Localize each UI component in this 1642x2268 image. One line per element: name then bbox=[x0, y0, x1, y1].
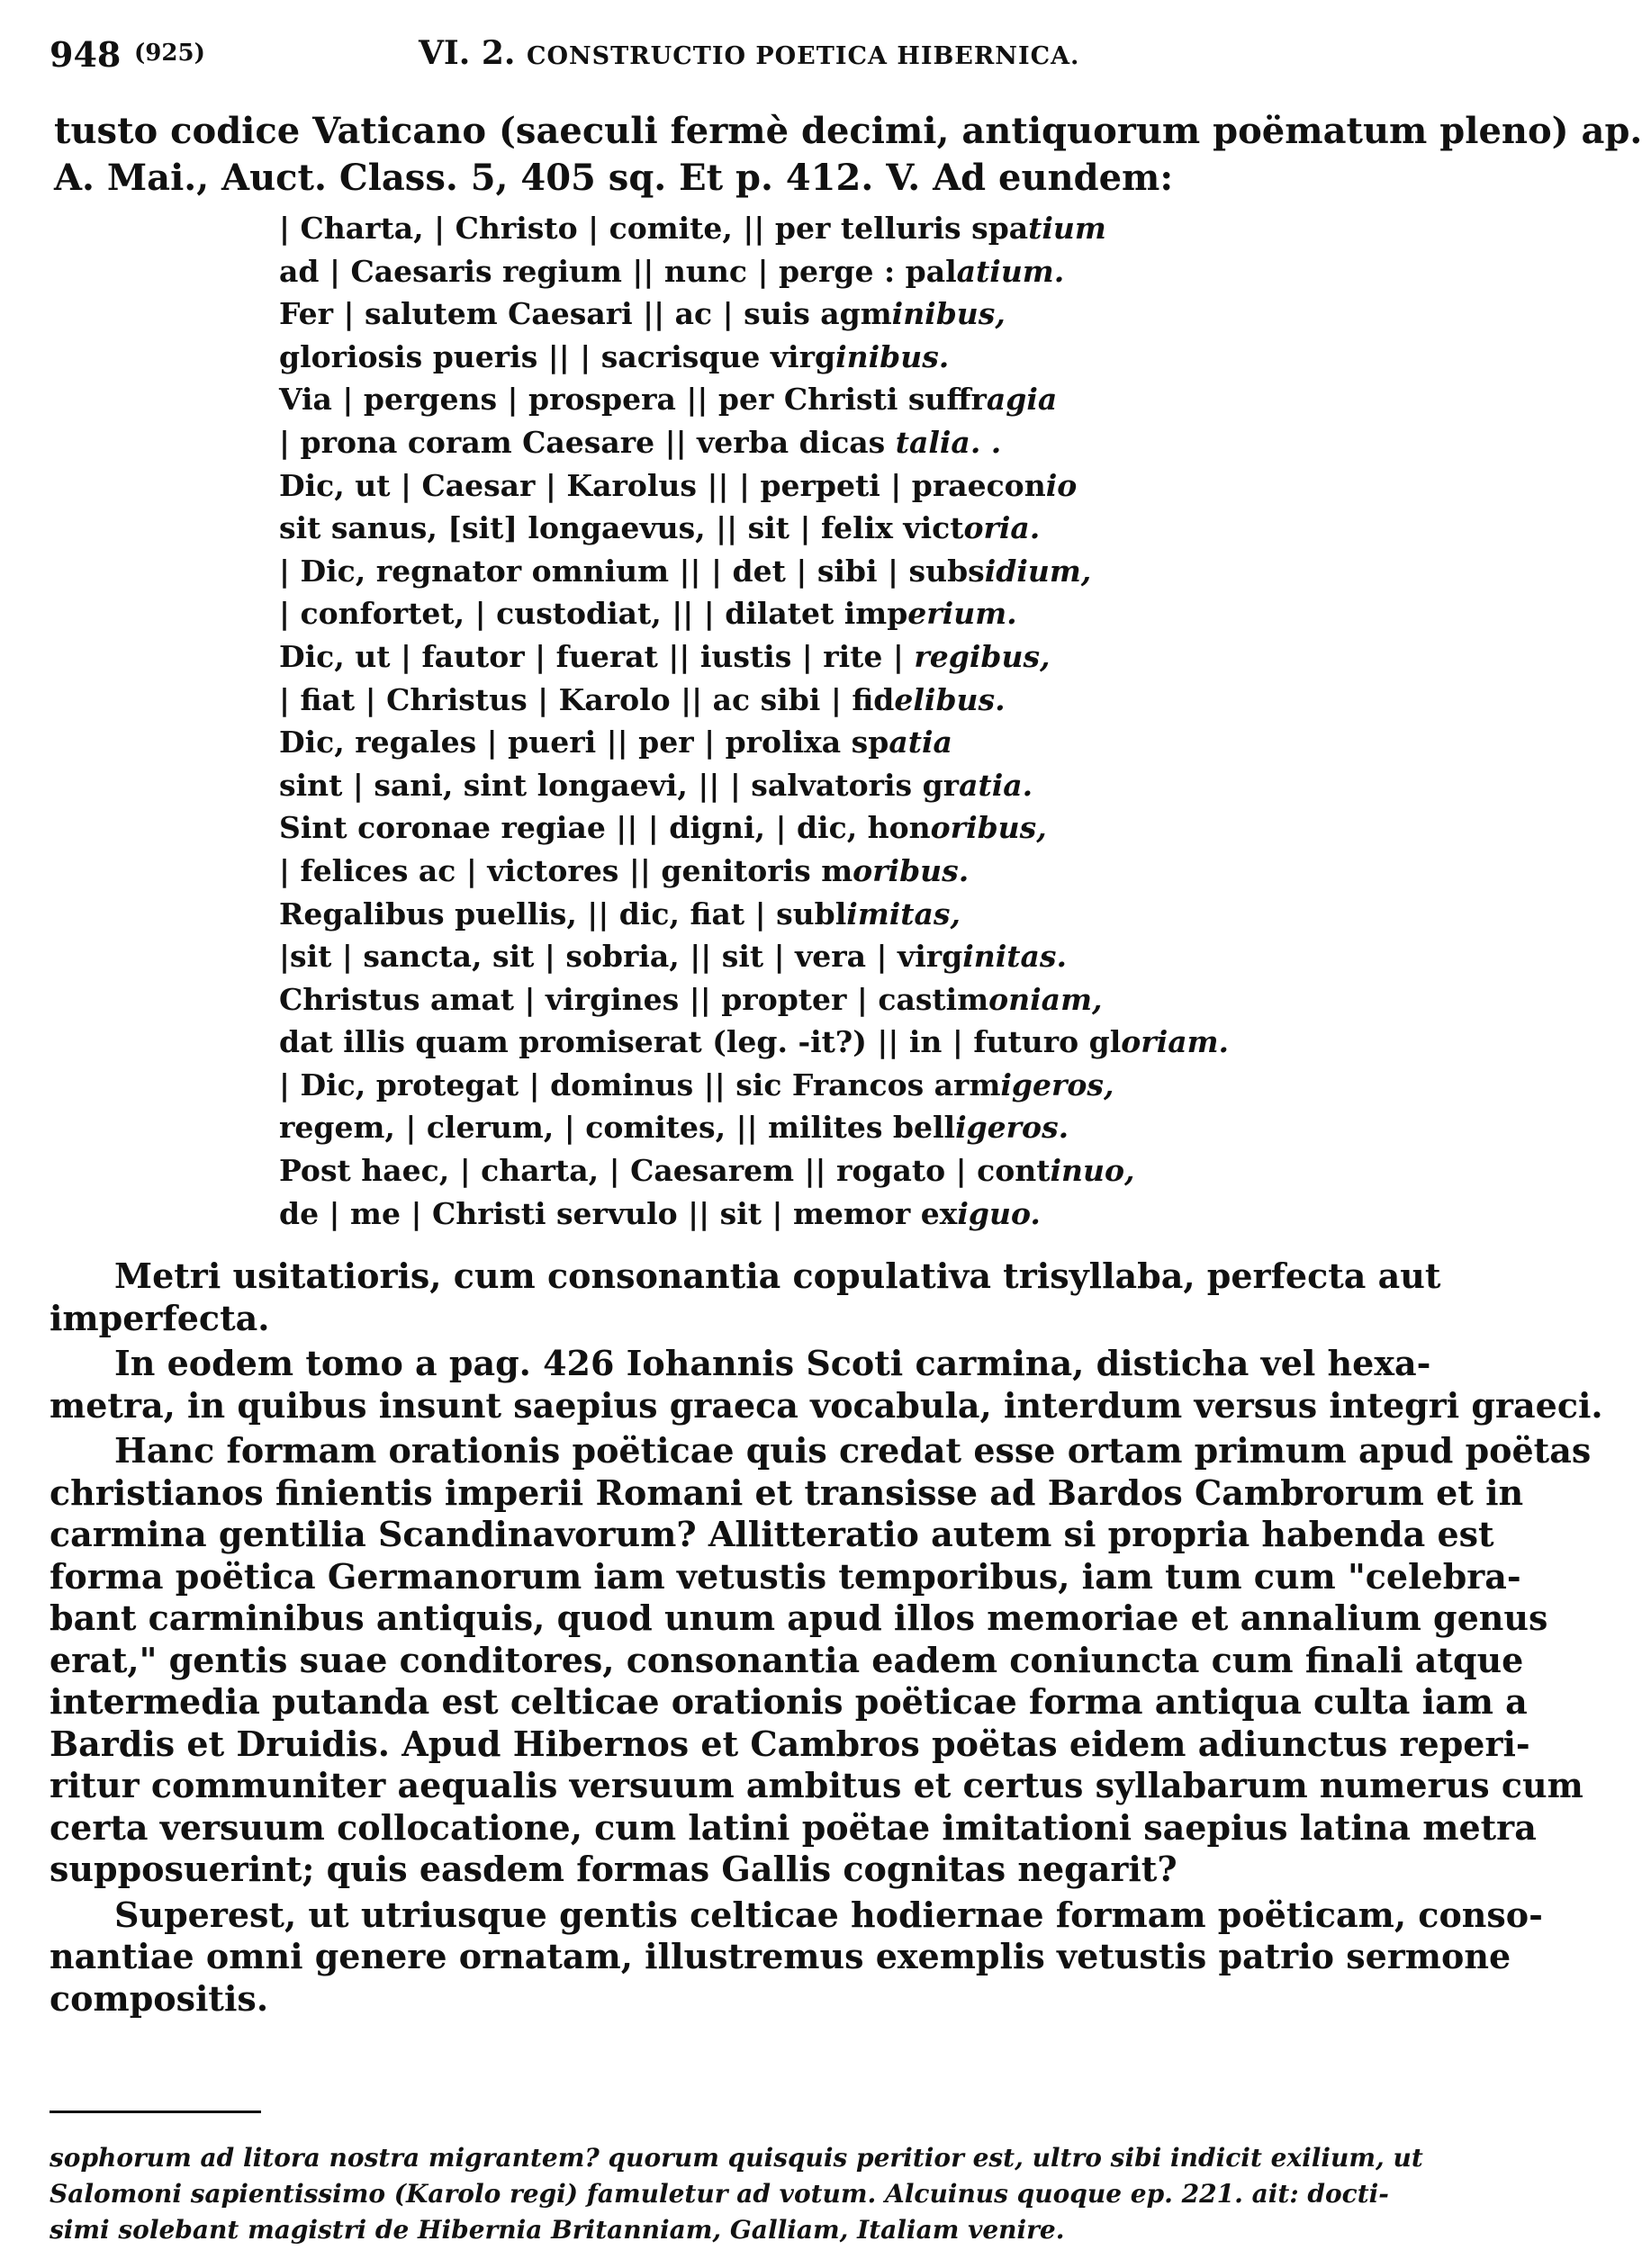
intro-text bbox=[54, 108, 1642, 202]
poem-line-text: Dic, ut | Caesar | Karolus || | perpeti | praecon bbox=[279, 467, 1046, 503]
paragraph-line: In eodem tomo a pag. 426 Iohannis Scoti carmina, disticha vel hexa- bbox=[114, 1343, 1431, 1383]
poem-line bbox=[279, 806, 1287, 850]
poem-line-rhyme: initas. bbox=[962, 939, 1067, 975]
poem-line-rhyme: agia bbox=[986, 382, 1058, 418]
poem-line-rhyme: elibus. bbox=[894, 681, 1006, 717]
paragraph-line: Superest, ut utriusque gentis celticae hodiernae formam poëticam, conso- bbox=[114, 1894, 1543, 1935]
poem-line-text: Fer | salutem Caesari || ac | suis agm bbox=[279, 296, 892, 332]
paragraph-line: intermedia putanda est celticae orationis poëticae forma antiqua culta iam a bbox=[50, 1681, 1528, 1722]
poem-line bbox=[279, 1149, 1287, 1192]
page-number-alt: (925) bbox=[134, 40, 205, 67]
poem-line-rhyme: imitas, bbox=[846, 896, 961, 932]
poem-line bbox=[279, 207, 1287, 250]
poem-line bbox=[279, 550, 1287, 593]
footnote-line: sophorum ad litora nostra migrantem? quorum quisquis peritior est, ultro sibi indicit exilium, ut bbox=[50, 2143, 1423, 2173]
poem-line bbox=[279, 1021, 1287, 1064]
poem-line-rhyme: oniam, bbox=[988, 981, 1103, 1017]
poem-line bbox=[279, 421, 1287, 464]
poem-line bbox=[279, 464, 1287, 508]
paragraph-line: supposuerint; quis easdem formas Gallis cognitas negarit? bbox=[50, 1849, 1177, 1889]
poem-line-rhyme: talia. . bbox=[895, 424, 1002, 460]
paragraph-line: ritur communiter aequalis versuum ambitus et certus syllabarum numerus cum bbox=[50, 1765, 1583, 1805]
poem-line-text: ad | Caesaris regium || nunc | perge : pal bbox=[279, 253, 957, 289]
poem-line bbox=[279, 1064, 1287, 1107]
poem-line bbox=[279, 850, 1287, 893]
intro-line: A. Mai., Auct. Class. 5, 405 sq. Et p. 412. V. Ad eundem: bbox=[54, 157, 1174, 199]
poem-line-rhyme: oribus. bbox=[853, 852, 970, 888]
paragraph-line: Metri usitatioris, cum consonantia copulativa trisyllaba, perfecta aut bbox=[114, 1256, 1441, 1296]
poem-line bbox=[279, 635, 1287, 679]
poem-line-text: Christus amat | virgines || propter | castim bbox=[279, 981, 989, 1017]
poem-line bbox=[279, 721, 1287, 764]
poem-line-text: regem, | clerum, | comites, || milites bell bbox=[279, 1110, 956, 1146]
intro-line: tusto codice Vaticano (saeculi fermè decimi, antiquorum poëmatum pleno) ap. bbox=[54, 110, 1642, 152]
poem-line-rhyme: oriam. bbox=[1121, 1024, 1230, 1060]
poem-line-rhyme: oria. bbox=[963, 510, 1041, 546]
poem-line-rhyme: inibus. bbox=[835, 338, 950, 374]
poem-line-rhyme: idium, bbox=[984, 553, 1092, 589]
footnote bbox=[50, 2140, 1423, 2248]
footnote-rule bbox=[50, 2110, 261, 2113]
poem-line-text: Regalibus puellis, || dic, fiat | subl bbox=[279, 896, 847, 932]
poem-line-rhyme: io bbox=[1045, 467, 1078, 503]
poem-line-text: Via | pergens | prospera || per Christi suffr bbox=[279, 382, 987, 418]
paragraph-line: compositis. bbox=[50, 1977, 269, 2019]
poem-line-rhyme: oribus, bbox=[930, 810, 1047, 846]
poem-line bbox=[279, 679, 1287, 722]
poem-line bbox=[279, 893, 1287, 936]
poem-line-text: gloriosis pueris || | sacrisque virg bbox=[279, 338, 836, 374]
poem-line bbox=[279, 978, 1287, 1022]
poem-line-rhyme: igeros, bbox=[1000, 1066, 1114, 1102]
poem-line-text: | felices ac | victores || genitoris m bbox=[279, 852, 853, 888]
poem-block bbox=[279, 207, 1287, 1235]
poem-line-rhyme: tium bbox=[1028, 211, 1106, 246]
paragraph-line: imperfecta. bbox=[50, 1297, 270, 1338]
poem-line-text: Post haec, | charta, | Caesarem || rogato | cont bbox=[279, 1153, 1051, 1189]
poem-line bbox=[279, 378, 1287, 421]
paragraph-line: certa versuum collocatione, cum latini poëtae imitationi saepius latina metra bbox=[50, 1806, 1537, 1848]
running-header bbox=[50, 27, 1364, 77]
paragraph-line: Bardis et Druidis. Apud Hibernos et Cambros poëtas eidem adiunctus reperi- bbox=[50, 1723, 1530, 1764]
poem-line-text: | prona coram Caesare || verba dicas bbox=[279, 424, 896, 460]
poem-line-rhyme: erium. bbox=[907, 596, 1017, 632]
poem-line-text: Sint coronae regiae || | digni, | dic, hon bbox=[279, 810, 931, 846]
paragraph bbox=[50, 1343, 1603, 1426]
paragraph-line: carmina gentilia Scandinavorum? Allitteratio autem si propria habenda est bbox=[50, 1514, 1494, 1554]
poem-line-text: sint | sani, sint longaevi, || | salvatoris gr bbox=[279, 767, 960, 803]
poem-line-text: Dic, ut | fautor | fuerat || iustis | rite | bbox=[279, 638, 915, 674]
poem-line-rhyme: inuo, bbox=[1050, 1153, 1135, 1189]
paragraph-line: christianos finientis imperii Romani et transisse ad Bardos Cambrorum et in bbox=[50, 1472, 1524, 1513]
poem-line-text: | Dic, protegat | dominus || sic Francos arm bbox=[279, 1066, 1001, 1102]
poem-line-text: sit sanus, [sit] longaevus, || sit | felix vict bbox=[279, 510, 964, 546]
paragraph-line: nantiae omni genere ornatam, illustremus exemplis vetustis patrio sermone bbox=[50, 1936, 1511, 1976]
poem-line-rhyme: regibus, bbox=[914, 638, 1051, 674]
paragraph-line: bant carminibus antiquis, quod unum apud illos memoriae et annalium genus bbox=[50, 1598, 1548, 1638]
poem-line bbox=[279, 764, 1287, 807]
running-title-group bbox=[419, 34, 1079, 72]
poem-line bbox=[279, 250, 1287, 293]
page-number: 948 bbox=[50, 34, 122, 75]
poem-line bbox=[279, 336, 1287, 379]
poem-line-rhyme: atia. bbox=[959, 767, 1033, 803]
poem-line-text: |sit | sancta, sit | sobria, || sit | vera | virg bbox=[279, 939, 963, 975]
poem-line-text: | Dic, regnator omnium || | det | sibi | subs bbox=[279, 553, 985, 589]
poem-line-text: Dic, regales | pueri || per | prolixa sp bbox=[279, 724, 889, 760]
paragraph bbox=[50, 1430, 1592, 1891]
poem-line-rhyme: igeros. bbox=[955, 1110, 1069, 1146]
paragraph bbox=[50, 1256, 1441, 1339]
poem-line bbox=[279, 1192, 1287, 1236]
poem-line-text: dat illis quam promiserat (leg. -it?) || in | futuro gl bbox=[279, 1024, 1122, 1060]
poem-line bbox=[279, 292, 1287, 336]
paragraph-line: Hanc formam orationis poëticae quis credat esse ortam primum apud poëtas bbox=[114, 1430, 1592, 1471]
paragraph-line: forma poëtica Germanorum iam vetustis temporibus, iam tum cum "celebra- bbox=[50, 1555, 1521, 1597]
poem-line-text: | fiat | Christus | Karolo || ac sibi | fid bbox=[279, 681, 895, 717]
paragraph bbox=[50, 1894, 1543, 2020]
section-number: VI. 2. bbox=[419, 34, 516, 72]
poem-line-rhyme: atium. bbox=[956, 253, 1065, 289]
prose-body bbox=[50, 1256, 1603, 2023]
footnote-line: Salomoni sapientissimo (Karolo regi) famuletur ad votum. Alcuinus quoque ep. 221. ait: docti- bbox=[50, 2179, 1389, 2209]
running-title: CONSTRUCTIO POETICA HIBERNICA. bbox=[526, 42, 1080, 70]
poem-line-text: | confortet, | custodiat, || | dilatet imp bbox=[279, 596, 908, 632]
poem-line bbox=[279, 1106, 1287, 1149]
paragraph-line: erat," gentis suae conditores, consonantia eadem coniuncta cum finali atque bbox=[50, 1639, 1524, 1680]
poem-line-text: | Charta, | Christo | comite, || per telluris spa bbox=[279, 211, 1029, 246]
paragraph-line: metra, in quibus insunt saepius graeca vocabula, interdum versus integri graeci. bbox=[50, 1384, 1603, 1426]
footnote-line: simi solebant magistri de Hibernia Britanniam, Galliam, Italiam venire. bbox=[50, 2215, 1065, 2245]
poem-line-rhyme: inibus, bbox=[891, 296, 1006, 332]
poem-line bbox=[279, 935, 1287, 978]
poem-line bbox=[279, 592, 1287, 635]
poem-line bbox=[279, 507, 1287, 550]
poem-line-text: de | me | Christi servulo || sit | memor ex bbox=[279, 1195, 958, 1231]
poem-line-rhyme: atia bbox=[889, 724, 952, 760]
poem-line-rhyme: iguo. bbox=[957, 1195, 1041, 1231]
